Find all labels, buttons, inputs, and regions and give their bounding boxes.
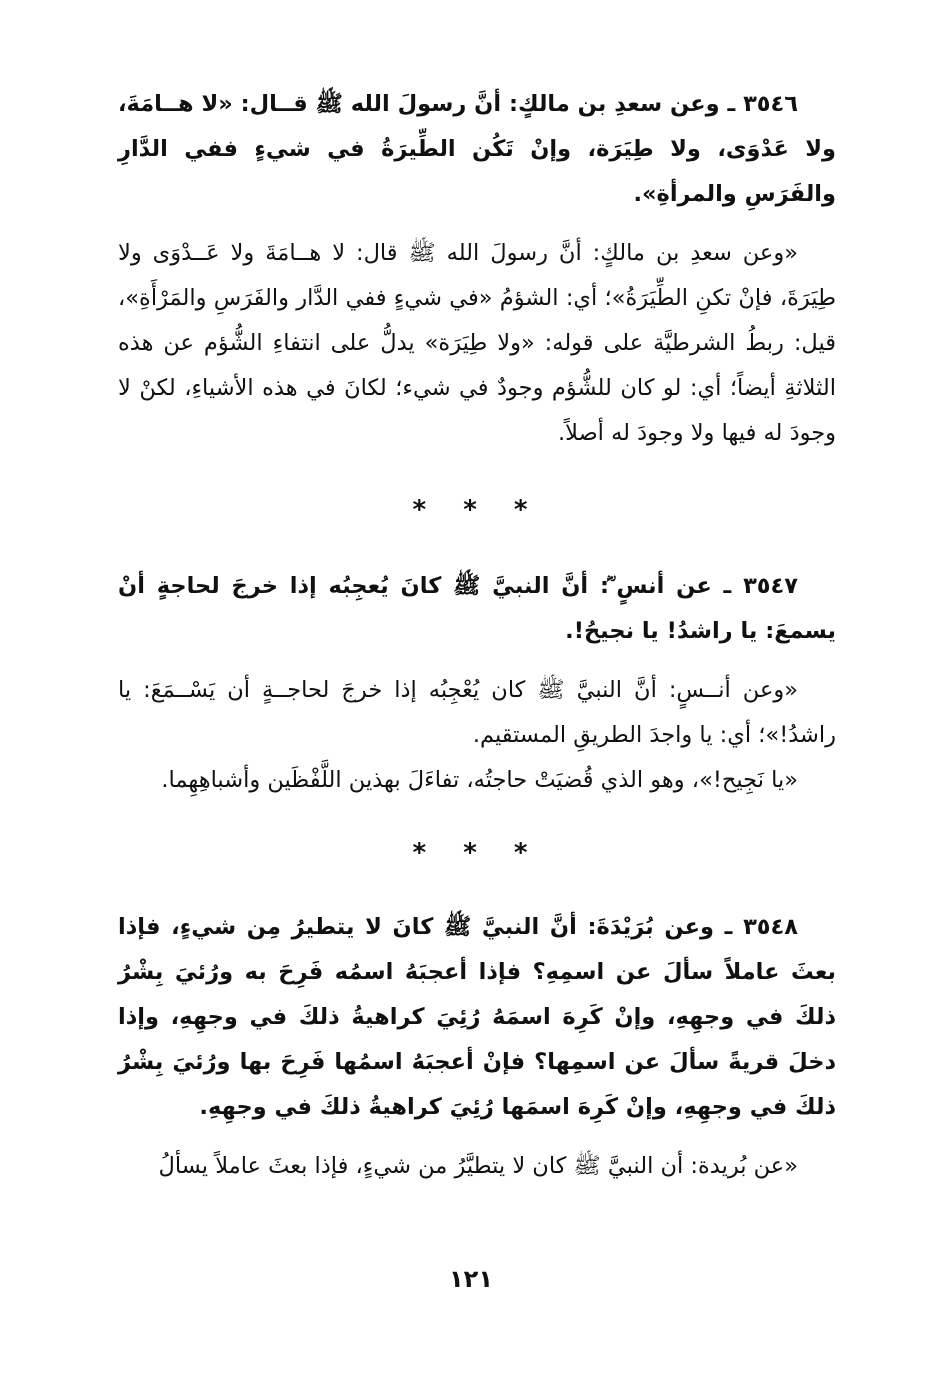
section-separator: * * * — [412, 495, 542, 525]
book-page — [118, 82, 836, 1189]
hadith-3547-text: ٣٥٤٧ ـ عن أنسٍ ؓ: أنَّ النبيَّ ﷺ كانَ يُعجِبُه إذا خرجَ لحاجةٍ أنْ يسمعَ: يا راشدُ! يا نجيحُ!. — [118, 573, 836, 644]
section-separator: * * * — [412, 838, 542, 868]
commentary-3547-part2: «يا نَجِيح!»، وهو الذي قُضيَتْ حاجتُه، تفاءَلَ بهذين اللَّفْظَين وأشباهِهِما. — [161, 767, 798, 793]
hadith-3546-text: ٣٥٤٦ ـ وعن سعدِ بن مالكٍ: أنَّ رسولَ الله ﷺ قــال: «لا هــامَةَ، ولا عَدْوَى، ولا طِيَرَة، وإنْ تَكُن الطِّيرَةُ في شيءٍ ففي الدَّارِ والفَرَسِ والمرأةِ». — [118, 91, 836, 207]
commentary-3546: «وعن سعدِ بن مالكٍ: أنَّ رسولَ الله ﷺ قال: لا هــامَةَ ولا عَــدْوَى ولا طِيَرَةَ، فإنْ تكنِ الطِّيَرَةُ»؛ أي: الشؤمُ «في شيءٍ ففي الدَّار والفَرَسِ والمَرْأَةِ»، قيل: ربطُ الشرطيَّة على قوله: «ولا طِيَرَة» يدلُّ على انتفاءِ الشُّؤم عن هذه الثلاثةِ أيضاً؛ أي: لو كان للشُّؤم وجودٌ في شيء؛ لكانَ في هذه الأشياءِ، لكنْ لا وجودَ له فيها ولا وجودَ له أصلاً. — [118, 240, 836, 446]
hadith-3548-text: ٣٥٤٨ ـ وعن بُرَيْدَةَ: أنَّ النبيَّ ﷺ كانَ لا يتطيرُ مِن شيءٍ، فإذا بعثَ عاملاً سألَ عن اسمِهِ؟ فإذا أعجبَهُ اسمُه فَرِحَ به ورُئيَ بِشْرُ ذلكَ في وجهِهِ، وإنْ كَرِهَ اسمَهُ رُئِيَ كراهيةُ ذلكَ في وجهِهِ، وإذا دخلَ قريةً سألَ عن اسمِها؟ فإنْ أعجبَهُ اسمُها فَرِحَ بها ورُئيَ بِشْرُ ذلكَ في وجهِهِ، وإنْ كَرِهَ اسمَها رُئِيَ كراهيةُ ذلكَ في وجهِهِ. — [118, 914, 836, 1120]
commentary-3548: «عن بُريدة: أن النبيَّ ﷺ كان لا يتطيَّرُ من شيءٍ، فإذا بعثَ عاملاً يسألُ — [158, 1153, 798, 1179]
page-number: ١٢١ — [449, 1265, 493, 1293]
commentary-3547-part1: «وعن أنــسٍ: أنَّ النبيَّ ﷺ كان يُعْجِبُه إذا خرجَ لحاجــةٍ أن يَسْــمَعَ: يا راشدُ!»؛ أي: يا واجدَ الطريقِ المستقيم. — [118, 677, 836, 748]
